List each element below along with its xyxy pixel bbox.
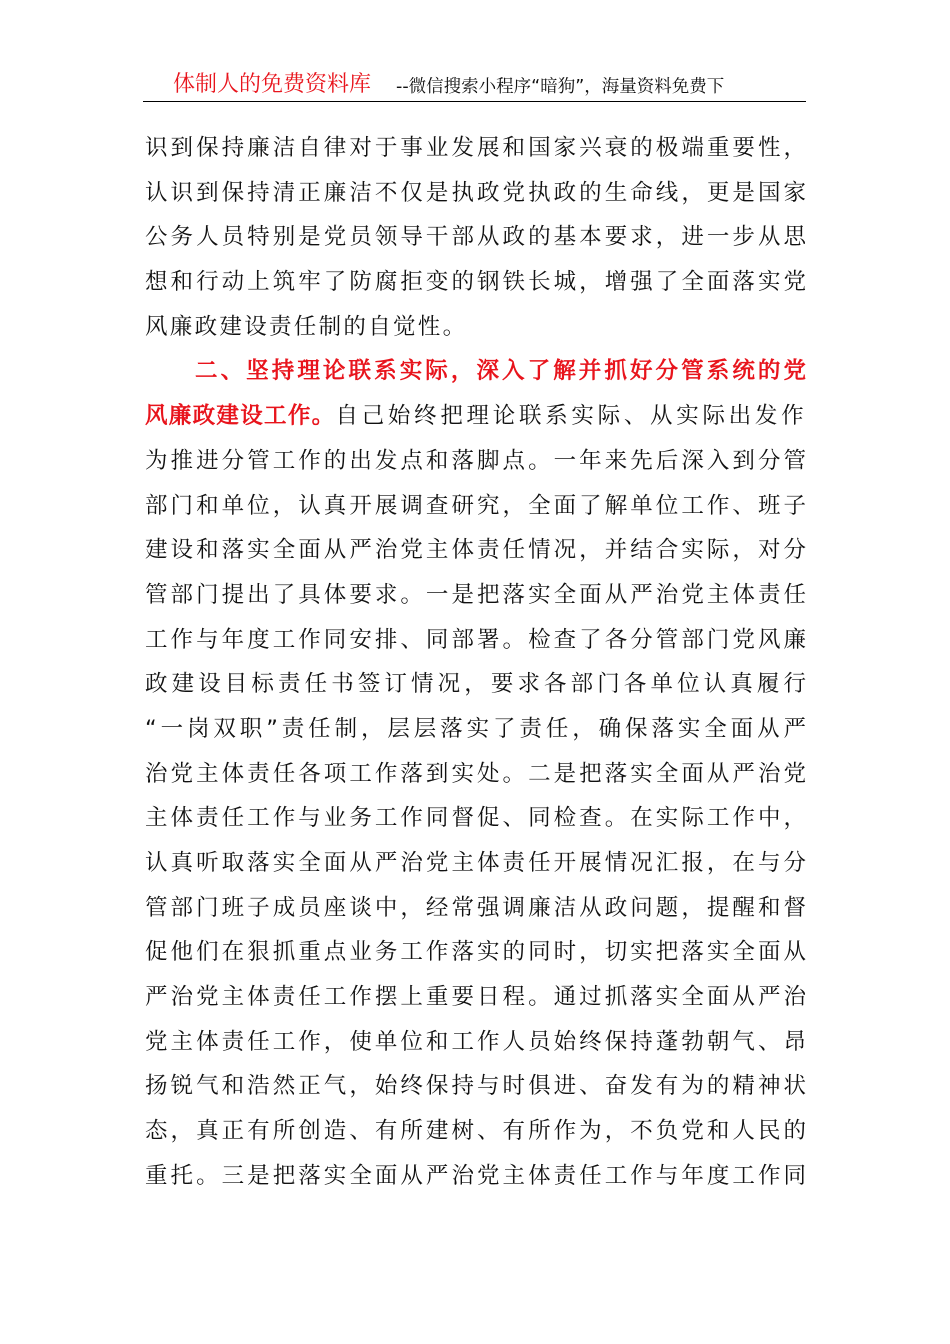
header-slogan: --微信搜索小程序“暗狗”，海量资料免费下 <box>396 77 725 97</box>
section-heading: 二、坚持理论联系实际，深入了解并抓好分管系统的党 <box>195 358 806 385</box>
text-line: 管部门班子成员座谈中，经常强调廉洁从政问题，提醒和督 <box>145 894 806 921</box>
header-brand: 体制人的免费资料库 <box>173 72 372 97</box>
text-line: 严治党主体责任工作摆上重要日程。通过抓落实全面从严治 <box>145 984 806 1011</box>
text-line: 识到保持廉洁自律对于事业发展和国家兴衰的极端重要性， <box>145 135 806 161</box>
document-body <box>145 126 806 1199</box>
page-header <box>143 70 806 102</box>
text-line: 想和行动上筑牢了防腐拒变的钢铁长城，增强了全面落实党 <box>145 269 806 296</box>
text-line: 部门和单位，认真开展调查研究，全面了解单位工作、班子 <box>145 492 806 519</box>
text-line: 工作与年度工作同安排、同部署。检查了各分管部门党风廉 <box>145 626 806 653</box>
text-line: 建设和落实全面从严治党主体责任情况，并结合实际，对分 <box>145 537 806 564</box>
text-line: 公务人员特别是党员领导干部从政的基本要求，进一步从思 <box>145 224 806 251</box>
text-line: “一岗双职”责任制，层层落实了责任，确保落实全面从严 <box>145 715 806 742</box>
text-line: 认真听取落实全面从严治党主体责任开展情况汇报，在与分 <box>145 850 806 876</box>
text-line: 重托。三是把落实全面从严治党主体责任工作与年度工作同 <box>145 1162 806 1189</box>
text-line: 治党主体责任各项工作落到实处。二是把落实全面从严治党 <box>145 760 806 787</box>
section-heading-end: 风廉政建设工作。 <box>145 403 336 430</box>
text-line: 管部门提出了具体要求。一是把落实全面从严治党主体责任 <box>145 581 806 608</box>
text-line: 为推进分管工作的出发点和落脚点。一年来先后深入到分管 <box>145 447 806 474</box>
text-line: 风廉政建设责任制的自觉性。 <box>145 313 468 340</box>
text-line: 主体责任工作与业务工作同督促、同检查。在实际工作中， <box>145 805 806 832</box>
text-line: 态，真正有所创造、有所建树、有所作为，不负党和人民的 <box>145 1118 806 1145</box>
text-line <box>145 394 806 439</box>
text-segment: 自己始终把理论联系实际、从实际出发作 <box>335 403 806 430</box>
text-line: 促他们在狠抓重点业务工作落实的同时，切实把落实全面从 <box>145 939 806 966</box>
section-heading-line <box>145 349 806 394</box>
text-line: 扬锐气和浩然正气，始终保持与时俱进、奋发有为的精神状 <box>145 1073 806 1100</box>
text-line: 党主体责任工作，使单位和工作人员始终保持蓬勃朝气、昂 <box>145 1028 806 1055</box>
text-line: 政建设目标责任书签订情况，要求各部门各单位认真履行 <box>145 671 806 698</box>
text-line: 认识到保持清正廉洁不仅是执政党执政的生命线，更是国家 <box>145 179 806 206</box>
